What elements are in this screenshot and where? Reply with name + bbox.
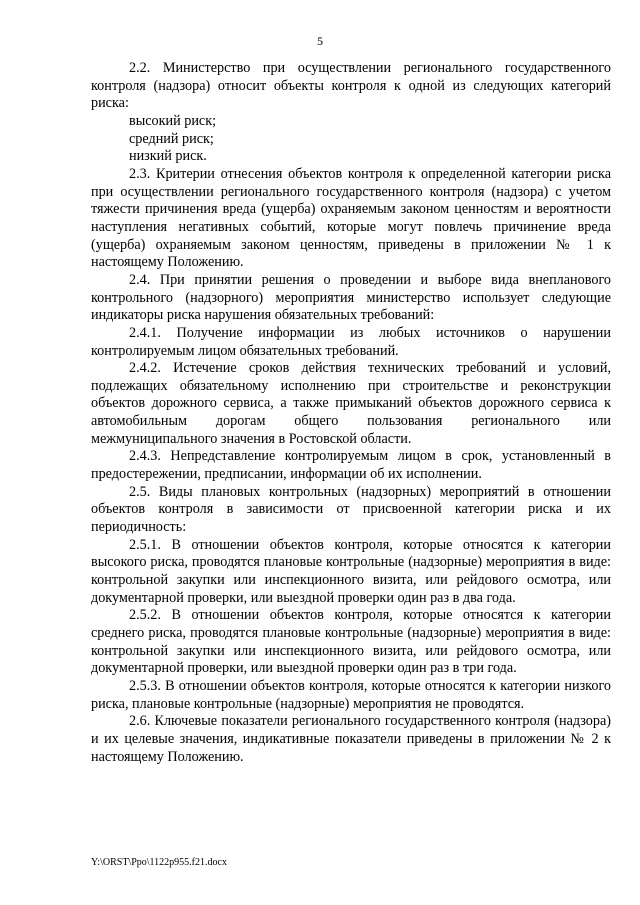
paragraph-2-6: 2.6. Ключевые показатели регионального государственного контроля (надзора) и их целевые значения, индикативные показатели приведены в приложении № 2 к настоящему Положению. xyxy=(91,713,611,765)
paragraph-2-4-2: 2.4.2. Истечение сроков действия технических требований и условий, подлежащих обязательному исполнению при строительстве и реконструкции объектов дорожного сервиса, а также примыканий объектов дорожного сервиса к автомобильным дорогам общего пользования регионального или межмуниципального значения в Ростовской области. xyxy=(91,360,611,447)
paragraph-2-4-3: 2.4.3. Непредставление контролируемым лицом в срок, установленный в предостережении, предписании, информации об их исполнении. xyxy=(91,448,611,483)
page-number: 5 xyxy=(317,34,323,48)
footer-file-path: Y:\ORST\Ppo\1122p955.f21.docx xyxy=(91,857,227,868)
paragraph-2-5-3: 2.5.3. В отношении объектов контроля, которые относятся к категории низкого риска, плановые контрольные (надзорные) мероприятия не проводятся. xyxy=(91,677,611,712)
paragraph-2-3: 2.3. Критерии отнесения объектов контроля к определенной категории риска при осуществлении регионального государственного контроля (надзора) с учетом тяжести причинения вреда (ущерба) охраняемым законом ценностям и вероятности наступления негативных событий, которые могут повлечь причинение вреда (ущерба) охраняемым законом ценностям, приведены в приложении № 1 к настоящему Положению. xyxy=(91,165,611,271)
risk-category-low: низкий риск. xyxy=(129,148,207,165)
paragraph-2-4-1: 2.4.1. Получение информации из любых источников о нарушении контролируемым лицом обязательных требований. xyxy=(91,324,611,359)
risk-category-medium: средний риск; xyxy=(129,130,214,147)
paragraph-2-2: 2.2. Министерство при осуществлении регионального государственного контроля (надзора) относит объекты контроля к одной из следующих категорий риска: xyxy=(91,60,611,112)
paragraph-2-5-1: 2.5.1. В отношении объектов контроля, которые относятся к категории высокого риска, проводятся плановые контрольные (надзорные) мероприятия в виде: контрольной закупки или инспекционного визита, или рейдового осмотра, или документарной проверки, или выездной проверки один раз в два года. xyxy=(91,536,611,606)
paragraph-2-4: 2.4. При принятии решения о проведении и выборе вида внепланового контрольного (надзорного) мероприятия министерство использует следующие индикаторы риска нарушения обязательных требований: xyxy=(91,271,611,324)
risk-category-high: высокий риск; xyxy=(129,112,217,129)
document-body xyxy=(91,60,611,766)
paragraph-2-5: 2.5. Виды плановых контрольных (надзорных) мероприятий в отношении объектов контроля в зависимости от присвоенной категории риска и их периодичность: xyxy=(91,483,611,536)
paragraph-2-5-2: 2.5.2. В отношении объектов контроля, которые относятся к категории среднего риска, проводятся плановые контрольные (надзорные) мероприятия в виде: контрольной закупки или инспекционного визита, или рейдового осмотра, или документарной проверки, или выездной проверки один раз в три года. xyxy=(91,607,611,677)
